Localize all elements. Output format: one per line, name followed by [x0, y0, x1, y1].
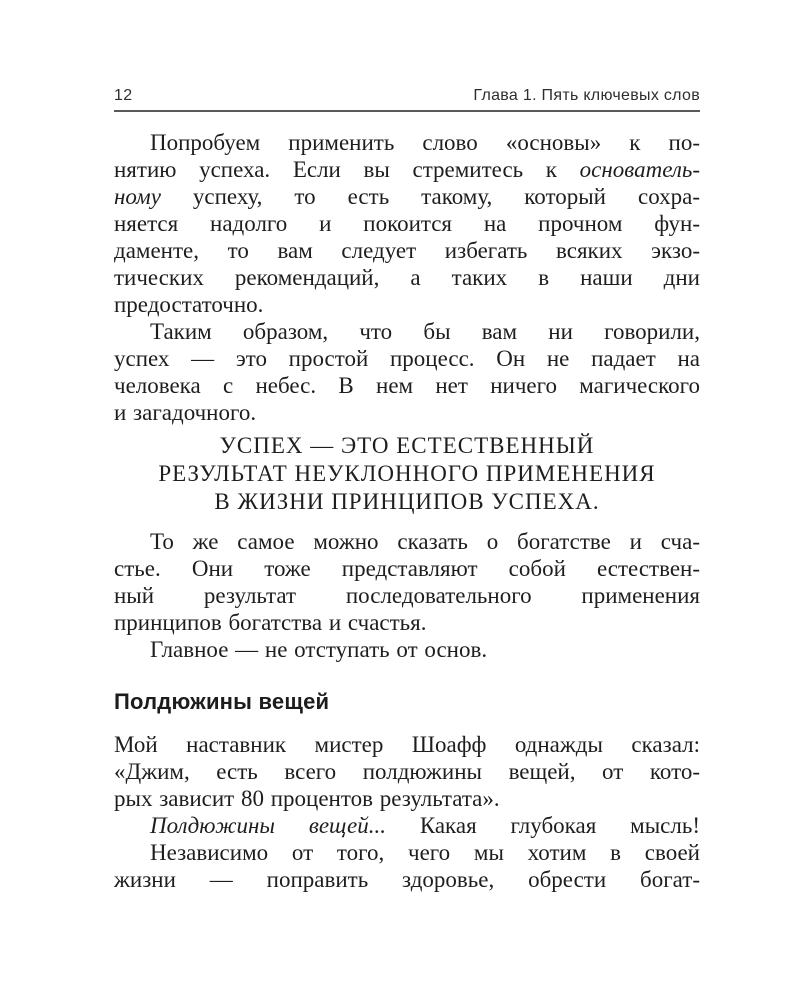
paragraph	[114, 129, 700, 318]
text-run: Таким образом, что бы вам ни говорили,	[150, 319, 700, 344]
text-line	[114, 758, 700, 785]
text-run: тических рекомендаций, а таких в наши дни	[114, 265, 700, 290]
text-run: Главное — не отступать от основ.	[150, 637, 488, 662]
text-line	[114, 866, 700, 893]
paragraph	[114, 636, 700, 663]
text-line	[114, 345, 700, 372]
italic-run: основатель-	[579, 157, 700, 182]
text-line	[114, 528, 700, 555]
text-line	[114, 156, 700, 183]
paragraph	[114, 839, 700, 893]
text-run: стье. Они тоже представляют собой естествен-	[114, 556, 700, 581]
text-run: принципов богатства и счастья.	[114, 610, 427, 635]
text-run: Попробуем применить слово «основы» к по-	[150, 130, 700, 155]
text-line	[114, 609, 700, 636]
text-run: Мой наставник мистер Шоафф однажды сказал:	[114, 732, 700, 757]
text-line	[114, 812, 700, 839]
text-line	[114, 839, 700, 866]
text-run: То же самое можно сказать о богатстве и сча-	[150, 529, 700, 554]
text-run: ный результат последовательного применения	[114, 583, 700, 608]
text-run: даменте, то вам следует избегать всяких экзо-	[114, 238, 700, 263]
text-line	[114, 237, 700, 264]
text-line	[114, 731, 700, 758]
text-run: успеху, то есть такому, который сохра-	[160, 184, 700, 209]
body-content	[114, 129, 700, 893]
text-line	[114, 372, 700, 399]
text-run: предостаточно.	[114, 292, 264, 317]
text-run: успех — это простой процесс. Он не падает на	[114, 346, 700, 371]
paragraph	[114, 812, 700, 839]
text-run: «Джим, есть всего полдюжины вещей, от кото-	[114, 759, 700, 784]
aphorism-line: УСПЕХ — ЭТО ЕСТЕСТВЕННЫЙ	[219, 433, 595, 458]
aphorism-line: РЕЗУЛЬТАТ НЕУКЛОННОГО ПРИМЕНЕНИЯ	[158, 461, 656, 486]
italic-run: Полдюжины вещей...	[150, 813, 386, 838]
text-line	[114, 183, 700, 210]
paragraph	[114, 528, 700, 636]
text-run: и загадочного.	[114, 400, 257, 425]
text-run: Независимо от того, чего мы хотим в своей	[150, 840, 700, 865]
italic-run: ному	[114, 184, 161, 209]
aphorism-block	[114, 432, 700, 516]
text-run: человека с небес. В нем нет ничего магического	[114, 373, 700, 398]
paragraph	[114, 731, 700, 812]
page-number: 12	[114, 87, 133, 104]
text-line	[114, 582, 700, 609]
aphorism-line: В ЖИЗНИ ПРИНЦИПОВ УСПЕХА.	[214, 489, 600, 514]
text-line	[114, 555, 700, 582]
text-run: рых зависит 80 процентов результата».	[114, 786, 500, 811]
text-run: няется надолго и покоится на прочном фун-	[114, 211, 700, 236]
text-line	[114, 636, 700, 663]
text-line	[114, 210, 700, 237]
paragraph	[114, 318, 700, 426]
section-heading: Полдюжины вещей	[114, 689, 330, 714]
text-line	[114, 129, 700, 156]
running-header	[114, 86, 700, 112]
text-line	[114, 399, 700, 426]
text-line	[114, 318, 700, 345]
text-line	[114, 291, 700, 318]
text-line	[114, 264, 700, 291]
text-run: жизни — поправить здоровье, обрести богат-	[114, 867, 700, 892]
text-run: Какая глубокая мысль!	[385, 813, 700, 838]
text-run: нятию успеха. Если вы стремитесь к	[114, 157, 580, 182]
text-line	[114, 785, 700, 812]
running-head-title: Глава 1. Пять ключевых слов	[473, 87, 700, 104]
